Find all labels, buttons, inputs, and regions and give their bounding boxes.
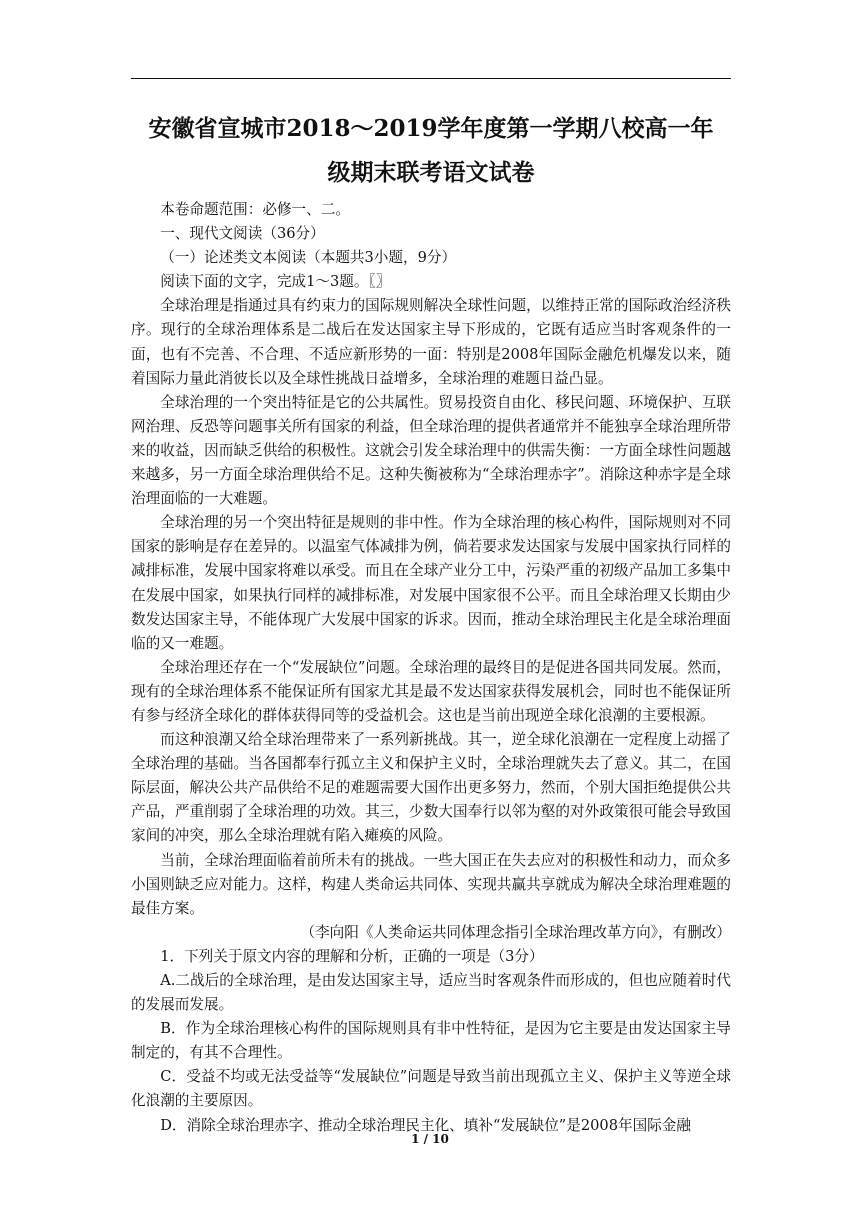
document-title-line-2: 级期末联考语文试卷: [327, 159, 535, 186]
scope-note: 本卷命题范围：必修一、二。: [160, 201, 350, 218]
reading-instruction: 阅读下面的文字，完成1～3题。〖〗: [160, 273, 391, 291]
option-b: B．作为全球治理核心构件的国际规则具有非中性特征，是因为它主要是由发达国家主导制定的，有其不合理性。: [131, 1020, 731, 1062]
passage-paragraph: 当前，全球治理面临着前所未有的挑战。一些大国正在失去应对的积极性和动力，而众多小国则缺乏应对能力。这样，构建人类命运共同体、实现共赢共享就成为解决全球治理难题的最佳方案。: [131, 851, 731, 917]
subsection-heading: （一）论述类文本阅读（本题共3小题，9分）: [160, 249, 457, 267]
section-heading: 一、现代文阅读（36分）: [160, 225, 325, 243]
page-number: 1 / 10: [411, 1132, 449, 1146]
passage-paragraph: 全球治理的另一个突出特征是规则的非中性。作为全球治理的核心构件，国际规则对不同国家的影响是存在差异的。以温室气体减排为例，倘若要求发达国家与发展中国家执行同样的减排标准，发展中国家将难以承受。而且在全球产业分工中，污染严重的初级产品加工多集中在发展中国家，如果执行同样的减排标准，对发展中国家很不公平。而且全球治理又长期由少数发达国家主导，不能体现广大发展中国家的诉求。因而，推动全球治理民主化是全球治理面临的又一难题。: [131, 514, 731, 652]
passage-paragraph: 全球治理还存在一个“发展缺位”问题。全球治理的最终目的是促进各国共同发展。然而，现有的全球治理体系不能保证所有国家尤其是最不发达国家获得发展机会，同时也不能保证所有参与经济全球化的群体获得同等的受益机会。这也是当前出现逆全球化浪潮的主要根源。: [131, 658, 731, 724]
option-c: C．受益不均或无法受益等“发展缺位”问题是导致当前出现孤立主义、保护主义等逆全球化浪潮的主要原因。: [131, 1068, 731, 1110]
passage-paragraph: 而这种浪潮又给全球治理带来了一系列新挑战。其一，逆全球化浪潮在一定程度上动摇了全球治理的基础。当各国都奉行孤立主义和保护主义时，全球治理就失去了意义。其二，在国际层面，解决公共产品供给不足的难题需要大国作出更多努力，然而，个别大国拒绝提供公共产品，严重削弱了全球治理的功效。其三，少数大国奉行以邻为壑的对外政策很可能会导致国家间的冲突，那么全球治理就有陷入瘫痪的风险。: [131, 731, 731, 845]
header-rule: [131, 78, 731, 79]
question-stem: 1．下列关于原文内容的理解和分析，正确的一项是（3分）: [160, 947, 544, 965]
document-body: [131, 198, 731, 1138]
passage-paragraph: 全球治理的一个突出特征是它的公共属性。贸易投资自由化、移民问题、环境保护、互联网治理、反恐等问题事关所有国家的利益，但全球治理的提供者通常并不能独享全球治理所带来的收益，因而缺乏供给的积极性。这就会引发全球治理中的供需失衡：一方面全球性问题越来越多，另一方面全球治理供给不足。这种失衡被称为“全球治理赤字”。消除这种赤字是全球治理面临的一大难题。: [131, 393, 731, 508]
passage-source: （李向阳《人类命运共同体理念指引全球治理改革方向》，有删改）: [300, 923, 731, 941]
option-a: A.二战后的全球治理，是由发达国家主导，适应当时客观条件而形成的，但也应随着时代的发展而发展。: [131, 972, 731, 1014]
option-d: D．消除全球治理赤字、推动全球治理民主化、填补“发展缺位”是2008年国际金融: [160, 1116, 691, 1134]
passage-paragraph: 全球治理是指通过具有约束力的国际规则解决全球性问题，以维持正常的国际政治经济秩序。现行的全球治理体系是二战后在发达国家主导下形成的，它既有适应当时客观条件的一面，也有不完善、不合理、不适应新形势的一面：特别是2008年国际金融危机爆发以来，随着国际力量此消彼长以及全球性挑战日益增多，全球治理的难题日益凸显。: [131, 297, 731, 387]
document-title-line-1: 安徽省宣城市2018～2019学年度第一学期八校高一年: [148, 115, 714, 142]
